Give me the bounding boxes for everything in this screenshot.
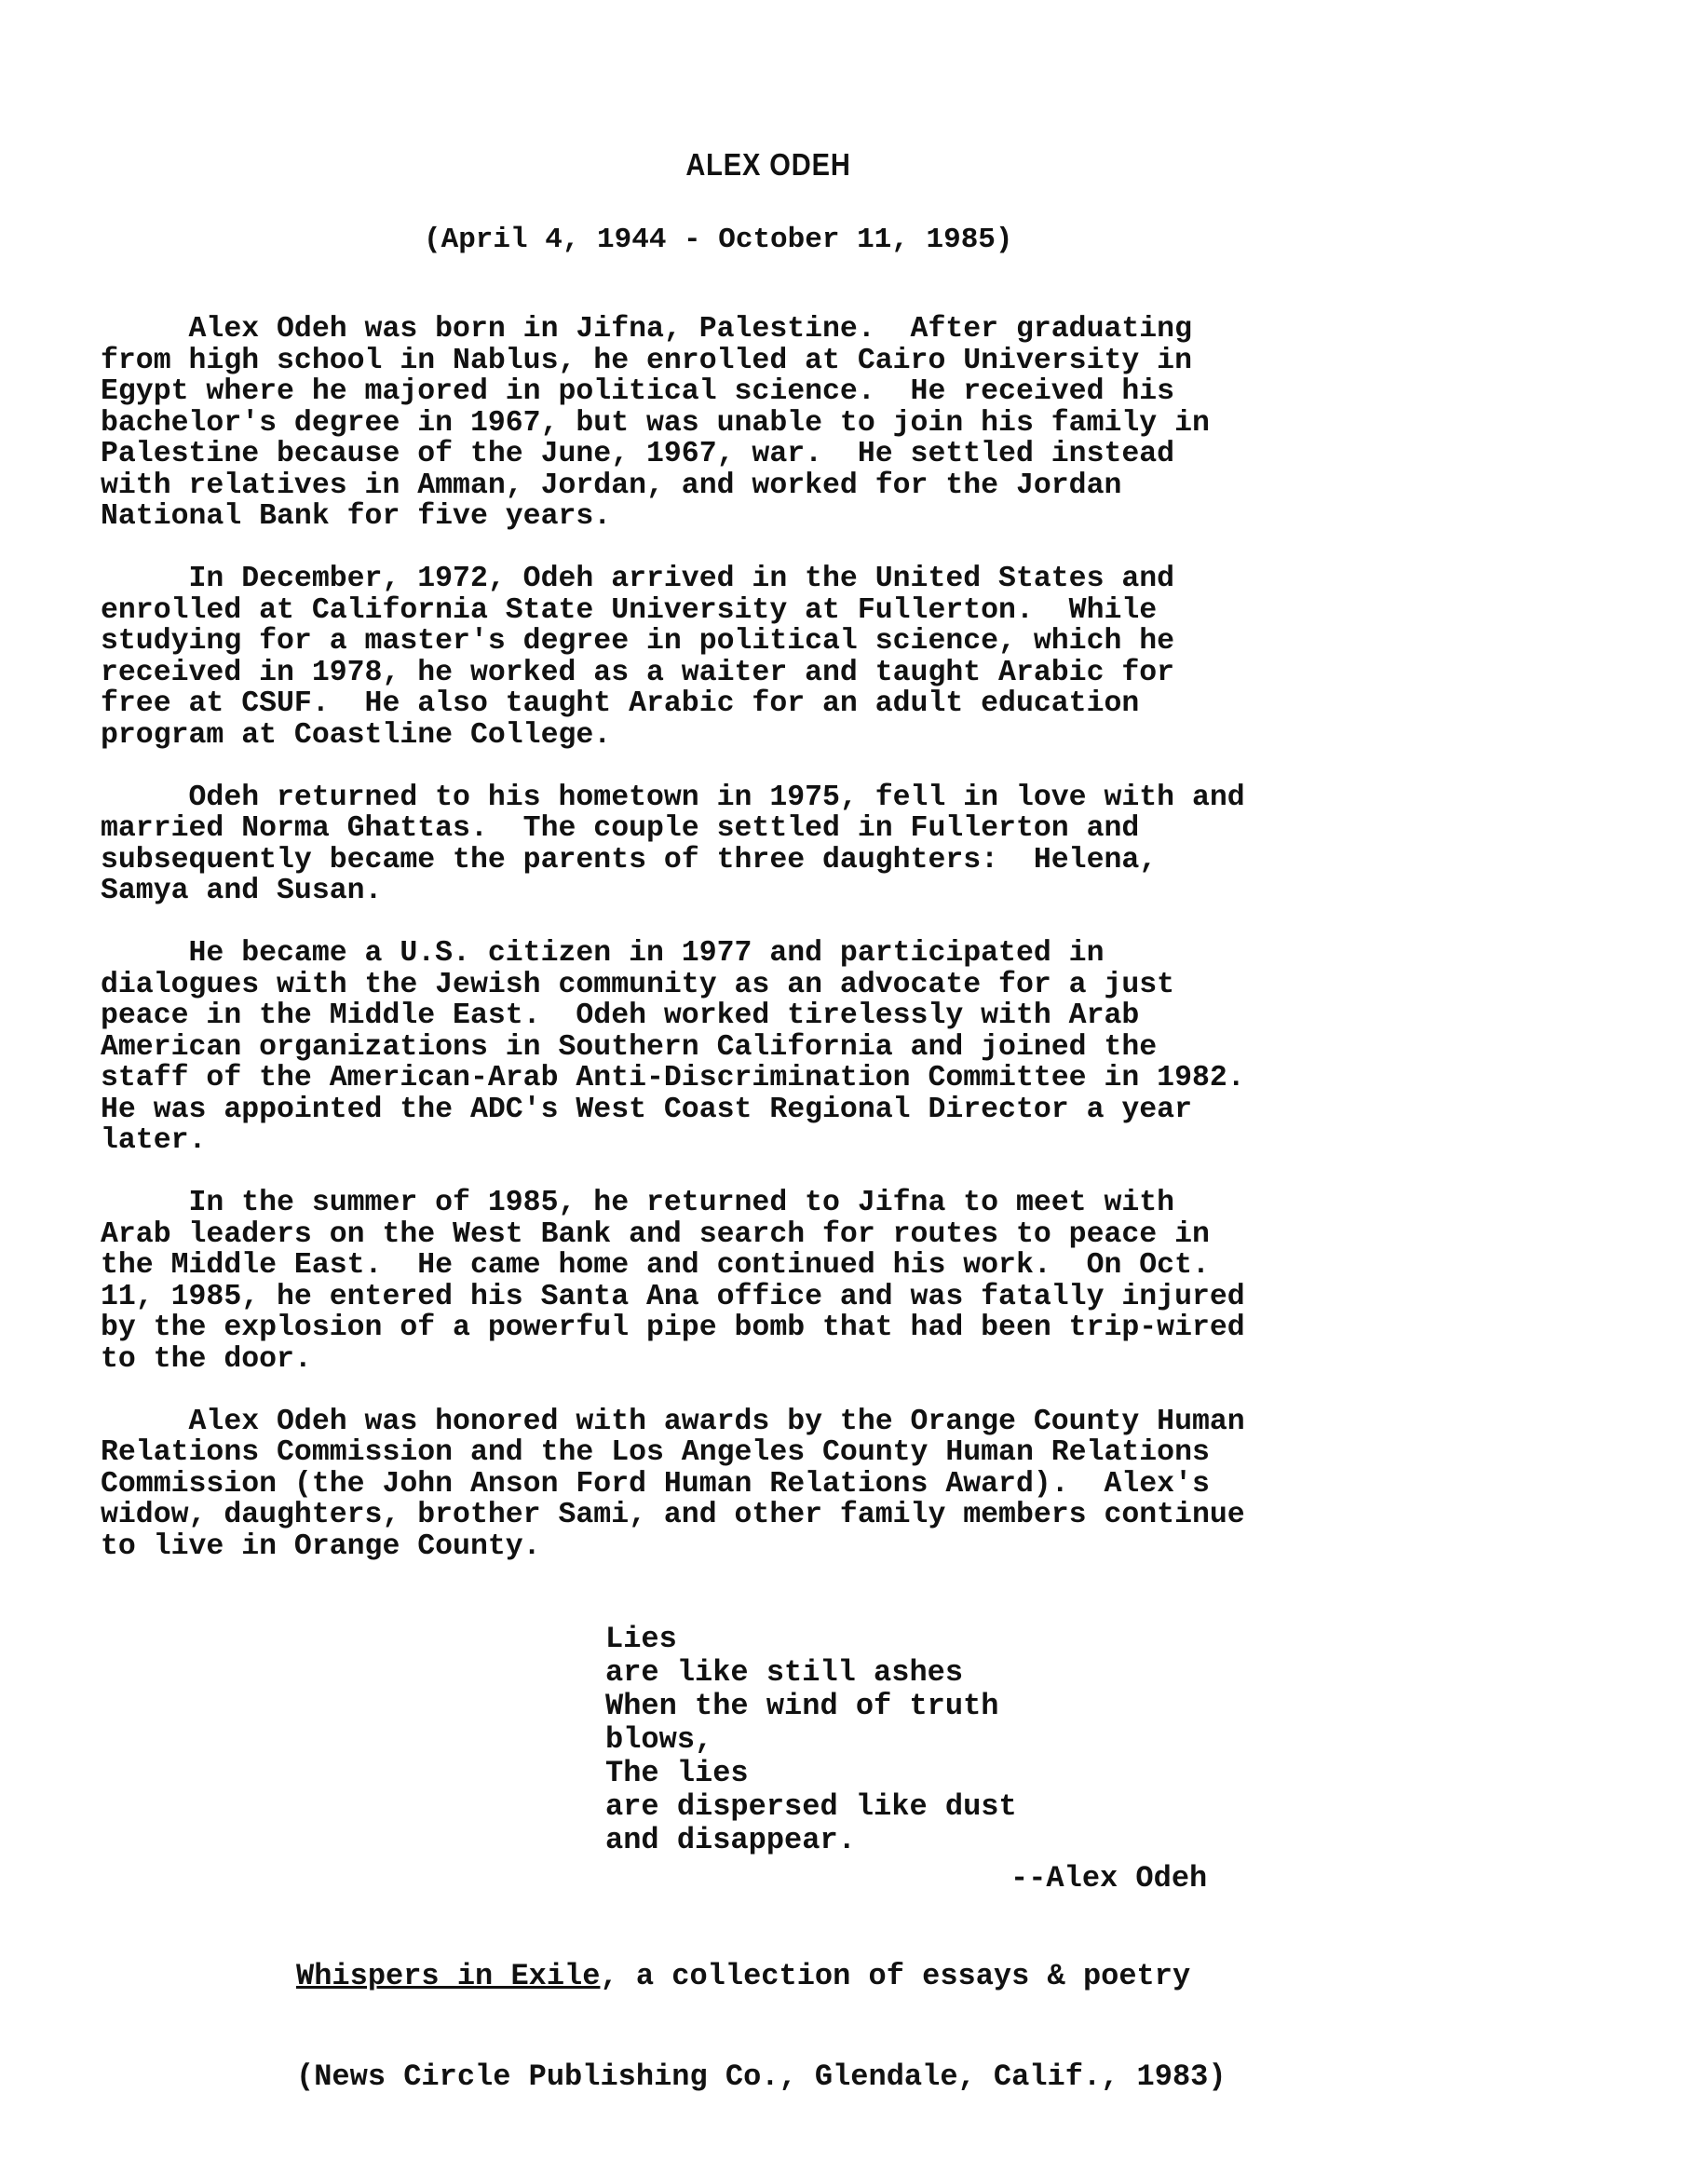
text-line: to live in Orange County. bbox=[101, 1529, 541, 1563]
text-line: free at CSUF. He also taught Arabic for an adult education bbox=[101, 687, 1140, 720]
book-title: Whispers in Exile bbox=[296, 1959, 601, 1993]
poem-line: When the wind of truth bbox=[605, 1689, 999, 1723]
text-line: American organizations in Southern California and joined the bbox=[101, 1030, 1158, 1064]
text-line: 11, 1985, he entered his Santa Ana office and was fatally injured bbox=[101, 1280, 1245, 1313]
poem-attribution: --Alex Odeh bbox=[1010, 1861, 1208, 1896]
text-line: dialogues with the Jewish community as an advocate for a just bbox=[101, 968, 1175, 1001]
text-line: He was appointed the ADC's West Coast Regional Director a year bbox=[101, 1093, 1192, 1126]
biography-body bbox=[101, 314, 1460, 1594]
text-line: bachelor's degree in 1967, but was unable to join his family in bbox=[101, 406, 1210, 440]
paragraph-death bbox=[101, 1188, 1460, 1375]
text-line: Samya and Susan. bbox=[101, 875, 383, 907]
text-line: the Middle East. He came home and continued his work. On Oct. bbox=[101, 1249, 1210, 1282]
text-line: by the explosion of a powerful pipe bomb that had been trip-wired bbox=[101, 1312, 1245, 1344]
poem-line: Lies bbox=[605, 1622, 677, 1656]
source-line-1 bbox=[296, 1960, 1227, 1993]
poem-line: and disappear. bbox=[605, 1823, 856, 1857]
poem-quote bbox=[605, 1623, 1017, 1857]
text-line: studying for a master's degree in political science, which he bbox=[101, 625, 1175, 658]
text-line: Odeh returned to his hometown in 1975, fell in love with and bbox=[101, 781, 1245, 814]
source-citation bbox=[296, 1893, 1227, 2161]
text-line: He became a U.S. citizen in 1977 and participated in bbox=[101, 937, 1105, 970]
publisher-line: (News Circle Publishing Co., Glendale, Calif., 1983) bbox=[296, 2059, 1227, 2094]
paragraph-early-life bbox=[101, 314, 1460, 533]
text-line: Alex Odeh was honored with awards by the Orange County Human bbox=[101, 1405, 1245, 1438]
poem-line: The lies bbox=[605, 1756, 749, 1790]
paragraph-family bbox=[101, 782, 1460, 907]
text-line: National Bank for five years. bbox=[101, 500, 612, 533]
text-line: peace in the Middle East. Odeh worked tirelessly with Arab bbox=[101, 999, 1140, 1032]
text-line: Commission (the John Anson Ford Human Relations Award). Alex's bbox=[101, 1467, 1210, 1501]
text-line: received in 1978, he worked as a waiter and taught Arabic for bbox=[101, 656, 1175, 689]
poem-line: are dispersed like dust bbox=[605, 1789, 1017, 1824]
paragraph-advocacy bbox=[101, 938, 1460, 1157]
text-line: program at Coastline College. bbox=[101, 718, 612, 752]
text-line: Egypt where he majored in political science. He received his bbox=[101, 375, 1175, 408]
book-description: , a collection of essays & poetry bbox=[600, 1959, 1191, 1993]
poem-line: blows, bbox=[605, 1722, 713, 1757]
paragraph-us-arrival bbox=[101, 564, 1460, 751]
text-line: married Norma Ghattas. The couple settled in Fullerton and bbox=[101, 812, 1140, 845]
text-line: enrolled at California State University at Fullerton. While bbox=[101, 593, 1158, 627]
text-line: to the door. bbox=[101, 1342, 312, 1376]
text-line: Alex Odeh was born in Jifna, Palestine. After graduating bbox=[101, 313, 1192, 346]
text-line: subsequently became the parents of three daughters: Helena, bbox=[101, 843, 1158, 877]
text-line: staff of the American-Arab Anti-Discrimination Committee in 1982. bbox=[101, 1062, 1245, 1094]
text-line: Palestine because of the June, 1967, war. He settled instead bbox=[101, 438, 1175, 470]
paragraph-honors bbox=[101, 1407, 1460, 1563]
text-line: with relatives in Amman, Jordan, and worked for the Jordan bbox=[101, 469, 1122, 502]
text-line: Arab leaders on the West Bank and search for routes to peace in bbox=[101, 1217, 1210, 1251]
text-line: widow, daughters, brother Sami, and other family members continue bbox=[101, 1499, 1245, 1531]
text-line: later. bbox=[101, 1124, 207, 1157]
poem-line: are like still ashes bbox=[605, 1655, 964, 1690]
text-line: In the summer of 1985, he returned to Jifna to meet with bbox=[101, 1187, 1175, 1219]
text-line: In December, 1972, Odeh arrived in the United States and bbox=[101, 563, 1175, 595]
life-dates: (April 4, 1944 - October 11, 1985) bbox=[424, 224, 1013, 256]
document-title: ALEX ODEH bbox=[685, 147, 851, 182]
text-line: Relations Commission and the Los Angeles County Human Relations bbox=[101, 1436, 1210, 1469]
text-line: from high school in Nablus, he enrolled at Cairo University in bbox=[101, 344, 1192, 377]
